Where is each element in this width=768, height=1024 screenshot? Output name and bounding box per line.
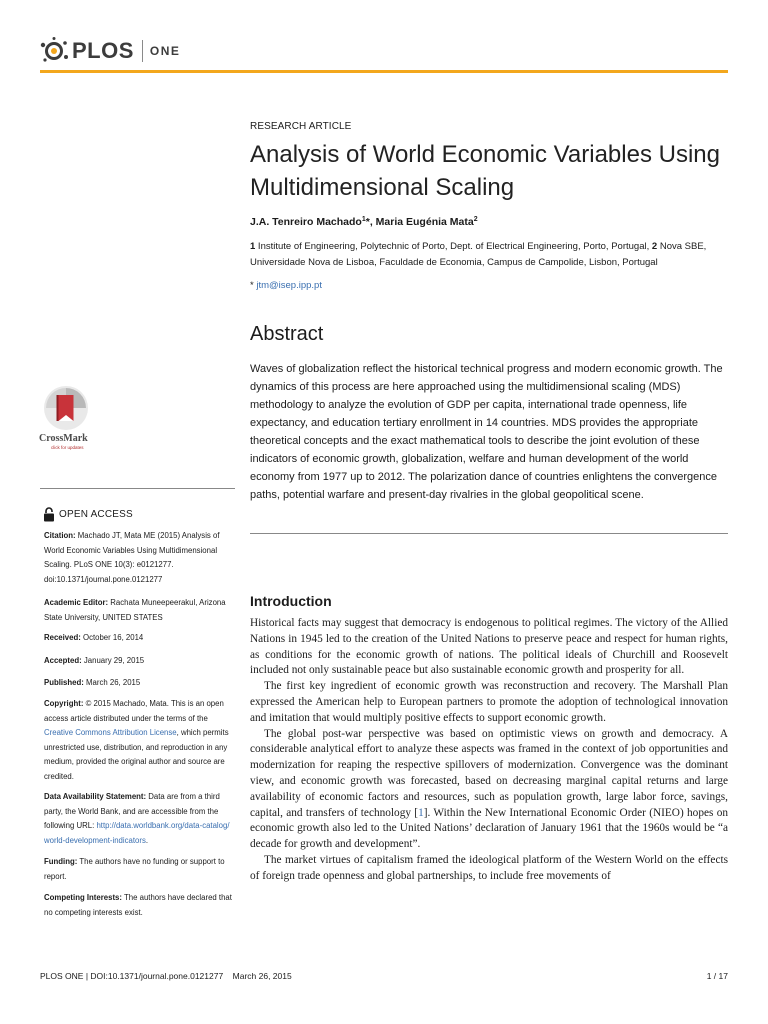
open-access-label: OPEN ACCESS (59, 509, 133, 520)
field-label: Copyright: (44, 699, 84, 708)
author-name[interactable]: J.A. Tenreiro Machado (250, 216, 362, 228)
field-value: March 26, 2015 (83, 678, 141, 687)
field-label: Data Availability Statement: (44, 792, 147, 801)
paragraph: Historical facts may suggest that democracy is endogenous to political regimes. The victory of the Allied Nations in 1945 led to the creation of the United Nations to preserve peace and respect for human rights, as conditions for the economic growth of nations. The political ideals of Churchill and Roosevelt included not only sustainable peace but also sustainable economic growth and prosperity for all. (250, 617, 728, 677)
field-label: Academic Editor: (44, 598, 109, 607)
crossmark-sublabel: click for updates (51, 445, 84, 450)
author-name[interactable]: Maria Eugénia Mata (375, 216, 474, 228)
field-label: Citation: (44, 531, 76, 540)
affiliation-ref: 1 (361, 216, 366, 223)
field-label: Funding: (44, 857, 78, 866)
field-value: Rachata Muneepeerakul, Arizona State University, UNITED STATES (44, 598, 226, 622)
page-number: 1 / 17 (706, 971, 728, 981)
logo-divider (142, 40, 143, 62)
field-value: October 16, 2014 (80, 633, 144, 642)
crossmark-label: CrossMark (39, 433, 88, 444)
abstract-text: Waves of globalization reflect the historical technical progress and modern economic growth. The dynamics of this process are here approached using the multidimensional scaling (MDS) methodology to analyze the evolution of GDP per capita, international trade openness, life expectancy, and education tertiary enrollment in 14 countries. MDS provides the appropriate theoretical concepts and the exact mathematical tools to describe the joint evolution of these indicators of economic growth, globalization, welfare and human development of the world economy from 1977 up to 2012. The polarization dance of countries enlightens the convergence paths, potential warfare and present-day rivalries in the global geopolitical scene. (250, 363, 723, 501)
header-rule (40, 70, 728, 73)
paragraph (250, 727, 728, 853)
paragraph: The market virtues of capitalism framed the ideological platform of the Western World on the effects of foreign trade openness and global partnerships, to include free movements of (250, 853, 728, 882)
sidebar-divider (40, 488, 235, 489)
footer-citation: PLOS ONE | DOI:10.1371/journal.pone.0121277 March 26, 2015 (40, 971, 292, 981)
affiliation-text: Nova SBE, Universidade Nova de Lisboa, Faculdade de Economia, Campus de Campolide, Lisbon, Portugal (250, 241, 707, 268)
data-url-link[interactable]: http://data.worldbank.org/data-catalog/world-development-indicators (44, 821, 230, 845)
corresponding-marker: *, (365, 216, 376, 228)
data-availability-block (44, 790, 234, 848)
journal-logo[interactable] (39, 36, 180, 66)
received-block (44, 631, 234, 646)
article-title: Analysis of World Economic Variables Using Multidimensional Scaling (250, 141, 720, 201)
field-value: The authors have declared that no competing interests exist. (44, 893, 232, 917)
article-type: RESEARCH ARTICLE (250, 121, 352, 132)
editor-block (44, 596, 234, 625)
page-footer (40, 971, 728, 981)
affiliation-number: 1 (250, 241, 256, 252)
affiliations (250, 239, 728, 271)
paragraph-text: ]. Within the New International Economic Order (NIEO) hopes on economic growth also led to the United Nations’ declaration of January 1961 that the 1960s would be “a decade for growth and development”. (250, 806, 728, 851)
open-access-badge (43, 507, 133, 522)
introduction-body (250, 616, 728, 885)
affiliation-number: 2 (651, 241, 658, 252)
paragraph: The first key ingredient of economic growth was reconstruction and recovery. The Marshall Plan expressed the American help to European partners to promote the adoption of technological innovation and imitation that would multiply positive effects to support economic growth. (250, 680, 728, 724)
field-label: Published: (44, 678, 84, 687)
abstract-divider (250, 533, 728, 534)
logo-one-text: ONE (149, 44, 181, 58)
competing-interests-block (44, 891, 234, 920)
email-marker: * (250, 280, 257, 291)
field-value: , which permits unrestricted use, distribution, and reproduction in any medium, provided the original author and source are credited. (44, 728, 229, 781)
field-value: . (145, 835, 149, 845)
field-value: Data are from a third party, the World Bank, and are accessible from the following URL: (44, 792, 220, 830)
paragraph-text: The global post-war perspective was based on optimistic views on growth and democracy. A considerable analytical effort to analyze these aspects was framed in the context of job opportunities and modernization for reaping the respective spillovers of modernization. Convergence was the dominant view, and economic growth was forecasted, based on decreasing marginal capital returns and large availability of economic factors and resources, such as population growth, large labor force, savings, capital, and transfers of technology [ (250, 727, 728, 819)
crossmark-icon[interactable] (42, 384, 90, 432)
plos-logo-icon (39, 36, 69, 66)
funding-block (44, 855, 234, 884)
field-label: Received: (44, 633, 81, 642)
field-value: January 29, 2015 (81, 656, 145, 665)
affiliation-text: Institute of Engineering, Polytechnic of Porto, Dept. of Electrical Engineering, Porto, Portugal, (255, 241, 652, 252)
citation-link[interactable]: 1 (418, 806, 424, 819)
copyright-block (44, 697, 234, 784)
logo-plos-text: PLOS (72, 38, 134, 63)
field-value: The authors have no funding or support to report. (44, 857, 225, 881)
corresponding-email (250, 280, 322, 291)
accepted-block (44, 654, 234, 669)
author-list (250, 216, 478, 228)
field-label: Competing Interests: (44, 893, 122, 902)
field-label: Accepted: (44, 656, 82, 665)
affiliation-ref: 2 (473, 216, 478, 223)
published-block (44, 676, 234, 691)
email-link[interactable]: jtm@isep.ipp.pt (256, 280, 322, 291)
open-lock-icon (43, 507, 55, 522)
license-link[interactable]: Creative Commons Attribution License (44, 728, 177, 737)
field-value: © 2015 Machado, Mata. This is an open access article distributed under the terms of the (44, 699, 224, 723)
introduction-heading: Introduction (250, 593, 332, 609)
abstract-heading: Abstract (250, 323, 324, 345)
field-value: Machado JT, Mata ME (2015) Analysis of World Economic Variables Using Multidimensional Scaling. PLoS ONE 10(3): e0121277. doi:10.1371/journal.pone.0121277 (44, 531, 220, 584)
citation-block (44, 529, 234, 587)
